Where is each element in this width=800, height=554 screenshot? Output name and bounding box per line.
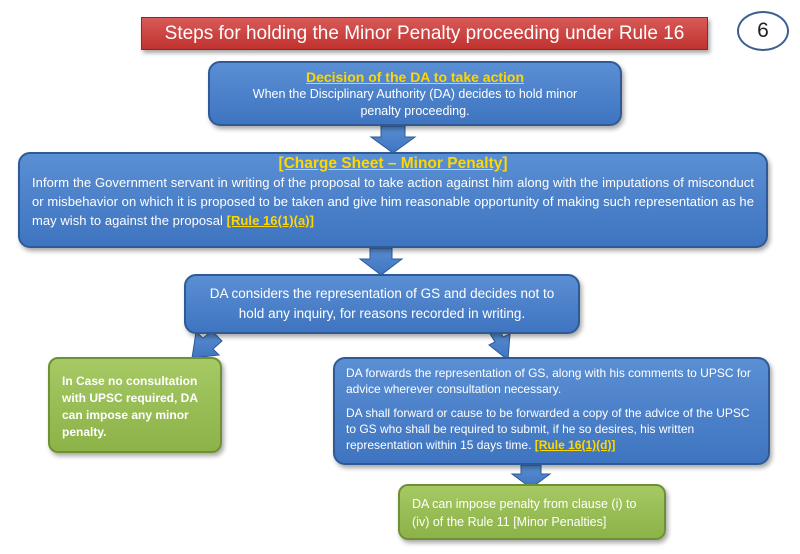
page-title: Steps for holding the Minor Penalty proceeding under Rule 16 xyxy=(141,17,708,50)
charge-sheet-heading: [Charge Sheet – Minor Penalty] xyxy=(278,155,508,172)
arrow-charge-sheet-to-consider xyxy=(360,248,402,275)
upsc-consultation-box xyxy=(333,357,770,465)
impose-penalty-box xyxy=(398,484,666,540)
decision-heading: Decision of the DA to take action xyxy=(305,69,525,85)
rule-16-1-a-ref: [Rule 16(1)(a)] xyxy=(226,213,315,228)
consider-representation-box xyxy=(184,274,580,334)
upsc-paragraph-2 xyxy=(346,405,758,453)
decision-box xyxy=(208,61,622,126)
impose-penalty-text: DA can impose penalty from clause (i) to (iv) of the Rule 11 [Minor Penalties] xyxy=(412,497,637,529)
no-consultation-text: In Case no consultation with UPSC required, DA can impose any minor penalty. xyxy=(62,374,198,439)
decision-text: When the Disciplinary Authority (DA) decides to hold minor penalty proceeding. xyxy=(252,87,578,118)
arrow-decision-to-charge-sheet xyxy=(371,126,415,153)
charge-sheet-body: Inform the Government servant in writing of the proposal to take action against him along with the imputations of misconduct or misbehavior on which it is proposed to be taken and give him reasonable opportunity of making such representation as he may wish to against the proposal xyxy=(32,175,754,228)
rule-16-1-d-ref: [Rule 16(1)(d)] xyxy=(534,438,616,452)
slide-number-badge: 6 xyxy=(737,11,789,51)
charge-sheet-box xyxy=(18,152,768,248)
upsc-paragraph-1: DA forwards the representation of GS, along with his comments to UPSC for advice wherever consultation necessary. xyxy=(346,366,751,396)
upsc-paragraph-2-text: DA shall forward or cause to be forwarded a copy of the advice of the UPSC to GS who shall be required to submit, if he so desires, his written representation within 15 days time. xyxy=(346,406,750,452)
consider-text: DA considers the representation of GS and decides not to hold any inquiry, for reasons recorded in writing. xyxy=(209,286,555,321)
charge-sheet-text xyxy=(32,173,754,230)
no-consultation-box xyxy=(48,357,222,453)
arrow-consider-to-no-consultation xyxy=(192,331,222,358)
